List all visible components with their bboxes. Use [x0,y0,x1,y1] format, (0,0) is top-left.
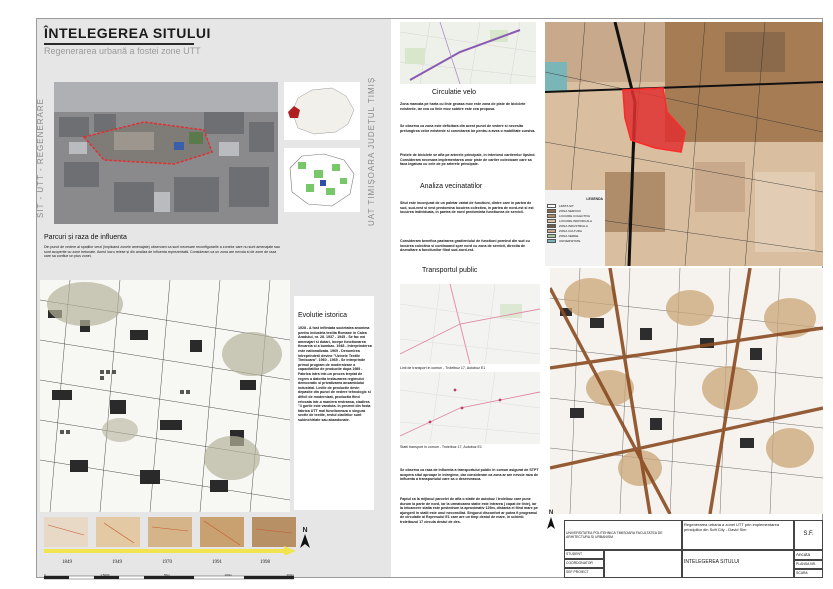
title-block [564,520,823,578]
timis-county-map [284,148,360,212]
transit-stops-map [400,372,540,444]
tb-scara: SCARA [794,569,823,578]
timeline-year-1991: 1991 [212,560,222,565]
legend-label: LOCUIRE COLECTIVA [559,213,590,218]
north-arrow-left [298,527,312,549]
legend-swatch [547,234,556,238]
scale-label-3: 100m [224,573,232,577]
legend-label: ZONA CULTURA [559,228,582,233]
circulatie-body-1: Zona marcata pe harta cu linie groasa mov este zona de piste de biciclete existente, iar cea cu linie mov subtire este cea propusa. [400,102,526,111]
transit-caption-1: Linii de transport in comun - Troleibuz 17, Autobuz E1 [400,366,486,370]
street-network-map [550,268,823,514]
legend-label: ZONA INDUSTRIALA [559,223,588,228]
vecinatati-body-2: Consideram benefica pastrarea gradientului de functiuni pornind din sud cu locuirea colectiva si continuand spre nord cu zona de servicii, directia de dezvoltare a functiunilor fiind sud-nord-est. [400,239,530,253]
scale-label-2: 50m [163,573,170,577]
legend-label: ZONA VERDE [559,233,579,238]
transport-body-1: Se observa ca raza de influenta a transportului public in comun asigurat de STPT acopera situl aproape in intregime, dar consideram ca zona ar are nevoie raza de influenta a transportului care sa o deserveasca. [400,468,539,482]
tb-phase: S.F. [794,520,823,550]
tb-university: UNIVERSITATEA POLITEHNICA TIMISOARA FACULTATEA DE ARHITECTURA SI URBANISM [564,520,682,550]
legend-swatch [547,229,556,233]
north-arrow-right [545,510,557,530]
tb-signatures [604,550,682,578]
transport-body-2: Faptul ca la mijlocul parcelei de afla o statie de autobuz / troleibuz care pune durum la parte de nord, iar la urmatoarea statie este intrarea ( capat de linie), iar la intoarcere statia este pestedrum la aproximativ 125m, distanta ei fiind mare pe ajungerii in statii este unul neconsiliat. Singurul disconfort ar putea fi programul de circulatie al Expresului E1 care are un timp destul de mare, in schimb troleibuzul 17 circula destul de des. [400,497,538,524]
circulatie-title: Circulatie velo [432,89,476,96]
title-underline [44,43,194,45]
timeline-year-1998: 1998 [260,560,270,565]
legend-label: UNIVERSITATE [559,238,581,243]
tb-student-label: STUDENT [564,550,604,559]
romania-locator-map [284,82,360,140]
tb-sheet-title: INTELEGEREA SITULUI [682,550,794,578]
legend-swatch [547,219,556,223]
scale-label-4: 200m [286,573,294,577]
vecinatati-title: Analiza vecinatatilor [420,183,483,190]
evolutie-body: 1928 - A fost infiintata societatea anonima pentru industria textila Romane in Calea Aradului, nr. 28. 1937 - 1945 - Se fac noi amenajari si dotari, incepe functionarea fiecareia si a bumbac. 1948 - Intreprinderea este nationalizata. 1969 - Denumirea intreprinderii devine "Uzinele Textile Timisoara". 1960 - 1965 - Se intreprinde primul program de modernizare a capacitatilor de productie dupa 1989 - Fabrica intra intr-un proces treptat de regres a datorita instaurarea regimului democratic si privatizarea ansamblului industrial. Liniile de productie devin depasite din punct de vedere tehnologic si dificil de modernizat, productia fiind relocata intr-o maniera restransa, cladirea "4 gurile este vanduta. In prezent din fosta fabrica UTT mai functioneaza o singura sectie de textile, restul cladirilor sunt subinchiriate sau abandonate. [298,326,372,422]
transit-caption-2: Statii transport in comun - Troleibuz 17, Autobuz E1 [400,445,482,449]
north-letter: N [302,527,308,534]
evolutie-title: Evolutie istorica [298,312,348,319]
legend-item [547,238,603,243]
side-label-left: SIT - UTT - REGENERARE [36,98,45,218]
transport-title: Transportul public [422,267,478,274]
parcuri-body: Din punct de vedere al spațiilor verzi (implicand zonele amenajate) observam ca sunt necesare reconfigurarile a zonelor care nu sunt amenajate sau sunt acoperite cu zone betonate. Acest lucru reiese și din analiza de influenta reprezentată. Consideram ca un zona are nevoia si de zone de raza care sa conflue un plus zonei. [44,245,280,259]
scale-labels [44,573,294,578]
legend-swatch [547,239,556,243]
influence-zone-map [40,280,290,512]
legend-label: LIMITA SIT [559,203,574,208]
tb-project: Regenerarea urbana a zonei UTT prin implementarea principiilor din Soft City - David Sim [682,520,794,550]
legend-title: LEGENDA [586,197,603,201]
legend-label: ZONA SERVICII [559,208,581,213]
timeline-year-1949: 1949 [112,560,122,565]
legend-swatch [547,204,556,208]
legend-label: LOCUIRE INDIVIDUALA [559,218,593,223]
page-subtitle: Regenerarea urbană a fostei zone UTT [44,46,201,56]
scale-label-1: 1:5000 [100,573,110,577]
timeline-year-1970: 1970 [162,560,172,565]
vecinatati-body-1: Situl este inconjurat de un paletar variat de functiuni, dintre care in partea de sud, sud-vest si vest predomina locuirea colectiva, in partea de nord-est si est locuirea individuala, in partea de nord predominta functiunea de servicii. [400,201,534,215]
parcuri-title: Parcuri și raza de influenta [44,234,127,241]
page-title: ÎNTELEGEREA SITULUI [44,25,211,41]
side-label-right: UAT TIMIȘOARA JUDEȚUL TIMIȘ [367,76,376,226]
legend [547,197,603,243]
tb-student: Ancuta [794,550,823,560]
circulatie-body-3: Pistele de biciclete se afla pe arterele principale, in interiorul cartierelor lipsind. Consideram necesara implementarea unor piste de cartier colectoare care sa faca legatura cu cele de pe arterele principale. [400,153,536,167]
tb-sef-label: SEF PROIECT [564,568,604,578]
tb-coord-label: COORDONATOR [564,559,604,568]
circulatie-body-2: Se observa ca zona este deficitara din acest punct de vedere si necesita prelungirea celor existente si conectarea lor pentru a avea o mobilitate cursiva. [400,124,536,133]
historical-thumbnails [44,515,302,555]
legend-swatch [547,224,556,228]
scale-label-0: 0 [44,573,46,577]
cycling-map [400,22,536,84]
tb-plansa: PLANSA NR. [794,560,823,569]
aerial-site-photo [54,82,278,224]
legend-swatch [547,209,556,213]
legend-swatch [547,214,556,218]
timeline-year-1849: 1849 [62,560,72,565]
north-letter: N [548,510,554,516]
transit-lines-map [400,284,540,364]
